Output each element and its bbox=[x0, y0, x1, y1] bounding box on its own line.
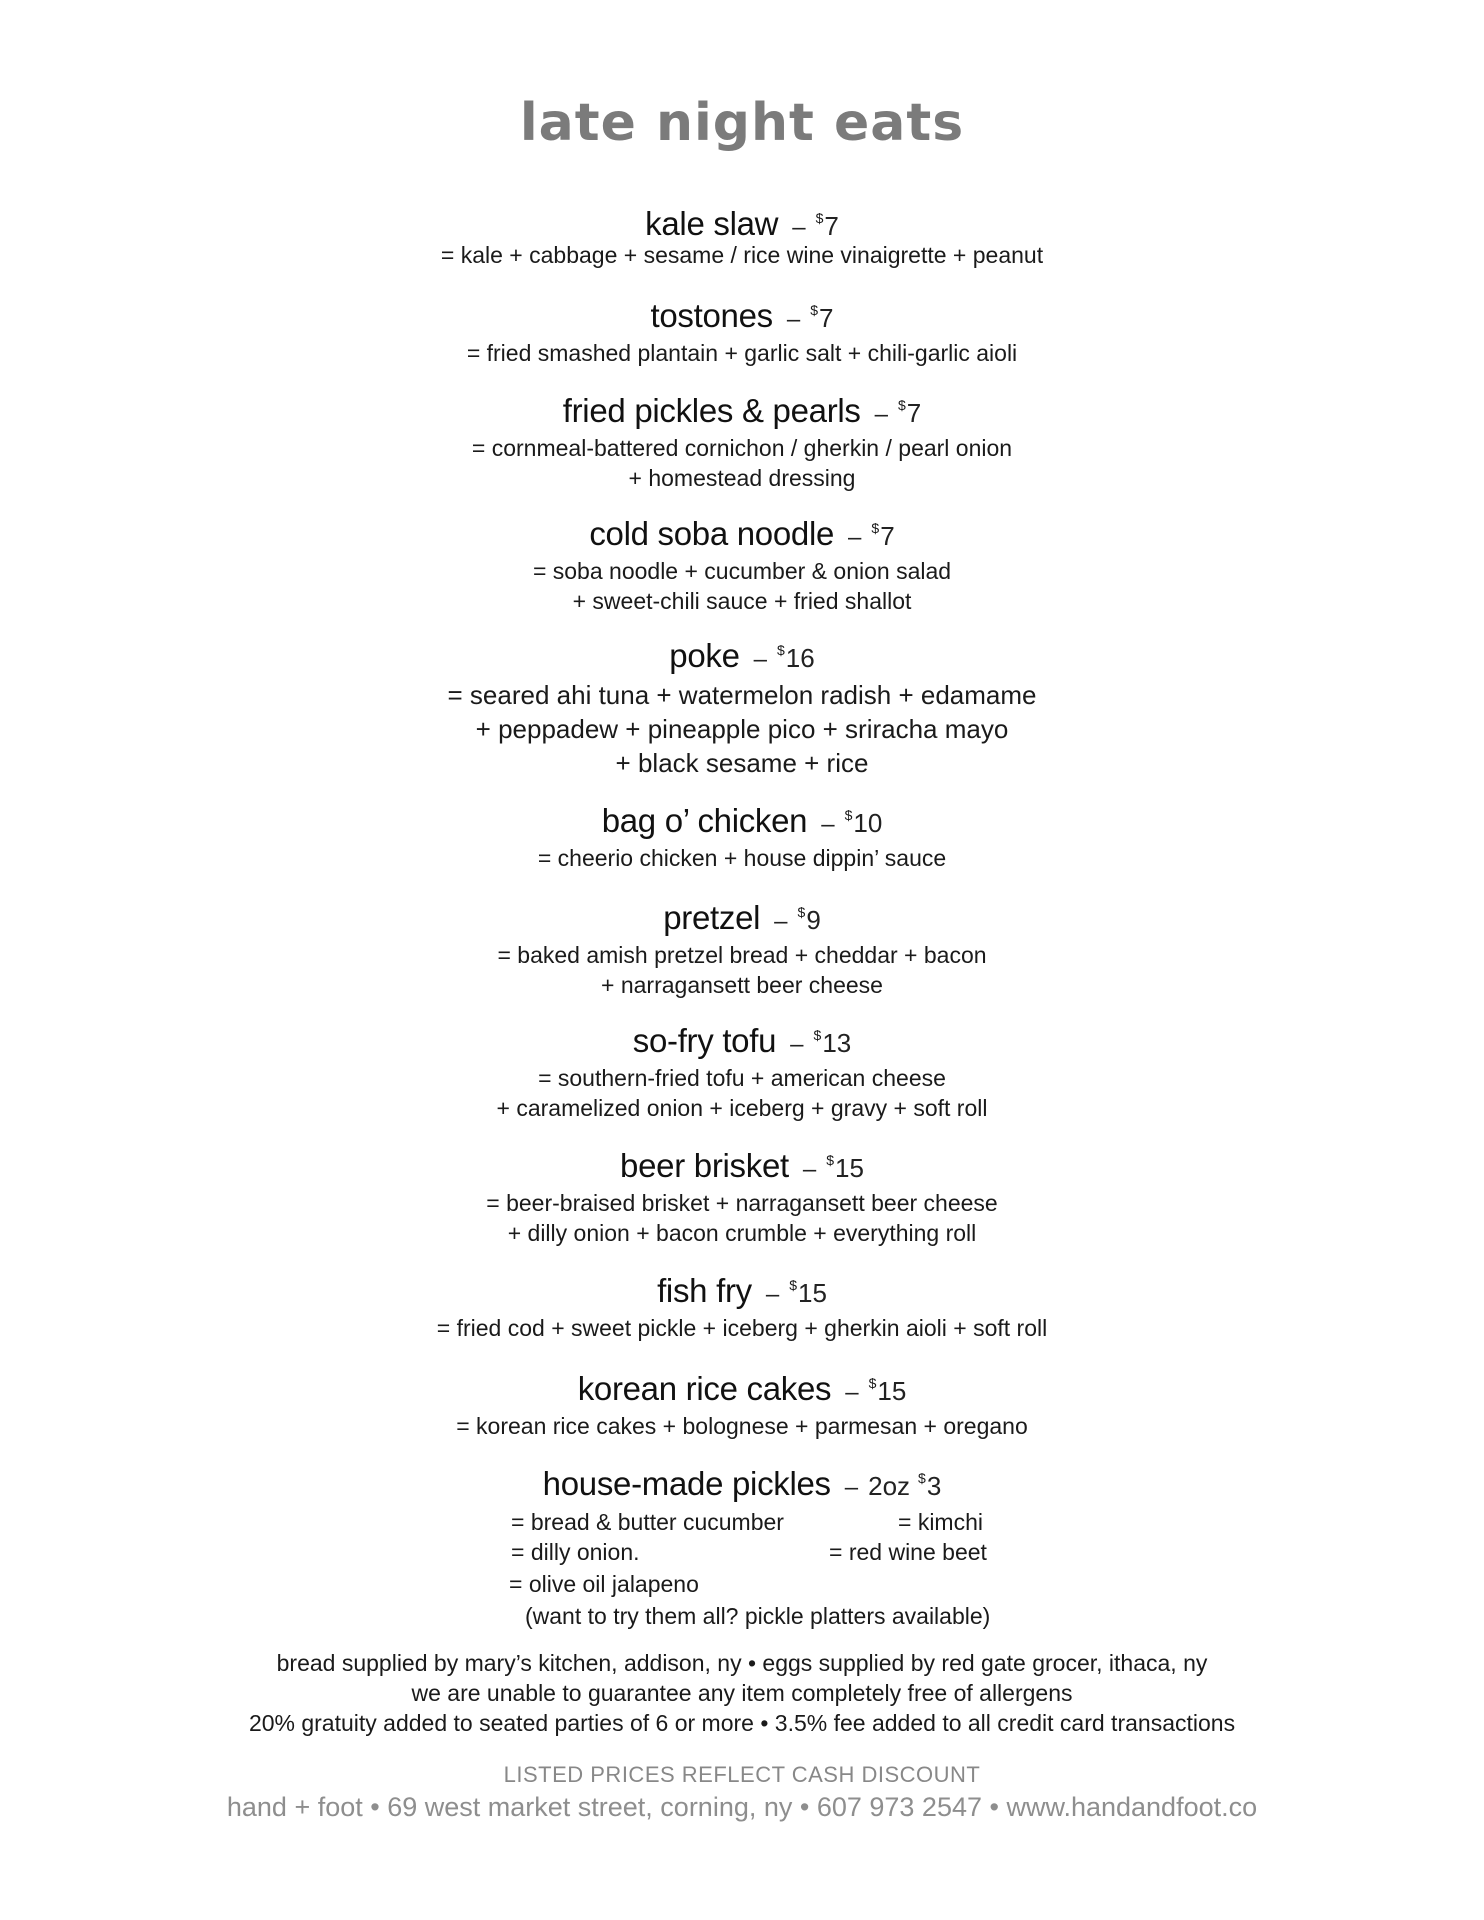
dash: – bbox=[844, 1474, 859, 1501]
supplier-note: bread supplied by mary’s kitchen, addison, ny • eggs supplied by red gate grocer, ithaca, ny bbox=[276, 1650, 1208, 1676]
pickle-variety: = bread & butter cucumber bbox=[511, 1509, 784, 1535]
dash: – bbox=[786, 306, 801, 333]
item-heading bbox=[0, 795, 1484, 839]
menu-item-poke bbox=[0, 630, 1484, 780]
dash: – bbox=[774, 908, 788, 935]
item-description: = seared ahi tuna + watermelon radish + edamame bbox=[447, 680, 1037, 710]
item-description: = fried smashed plantain + garlic salt + chili-garlic aioli bbox=[466, 340, 1018, 366]
item-heading bbox=[0, 630, 1484, 674]
currency-symbol: $ bbox=[844, 807, 853, 823]
item-portion: 2oz bbox=[868, 1471, 911, 1501]
item-price: 7 bbox=[880, 521, 895, 551]
item-name: so-fry tofu bbox=[632, 1022, 777, 1059]
dash: – bbox=[753, 646, 767, 673]
item-price: 13 bbox=[822, 1028, 852, 1058]
item-name: cold soba noodle bbox=[589, 515, 835, 552]
item-description: = korean rice cakes + bolognese + parmesan + oregano bbox=[456, 1413, 1028, 1439]
menu-item-cold-soba-noodle bbox=[0, 508, 1484, 616]
menu-item-kale-slaw bbox=[0, 198, 1484, 270]
gratuity-note: 20% gratuity added to seated parties of 6 or more • 3.5% fee added to all credit card transactions bbox=[248, 1710, 1236, 1736]
item-description: = cornmeal-battered cornichon / gherkin / pearl onion bbox=[471, 435, 1013, 461]
dash: – bbox=[848, 524, 862, 551]
item-name: house-made pickles bbox=[542, 1465, 831, 1502]
item-name: fish fry bbox=[657, 1272, 752, 1309]
dash: – bbox=[765, 1281, 780, 1308]
currency-symbol: $ bbox=[871, 520, 880, 536]
item-name: fried pickles & pearls bbox=[562, 392, 861, 429]
item-description: = baked amish pretzel bread + cheddar + bacon bbox=[497, 942, 987, 968]
dash: – bbox=[790, 1031, 804, 1058]
menu-item-fried-pickles-pearls bbox=[0, 385, 1484, 493]
item-description: = soba noodle + cucumber & onion salad bbox=[532, 558, 952, 584]
dash: – bbox=[802, 1156, 817, 1183]
currency-symbol: $ bbox=[918, 1470, 926, 1486]
menu-item-house-made-pickles bbox=[0, 1458, 1484, 1502]
item-description: + black sesame + rice bbox=[615, 748, 869, 778]
item-description: = southern-fried tofu + american cheese bbox=[538, 1065, 946, 1091]
item-price: 7 bbox=[819, 303, 834, 333]
item-heading bbox=[0, 1265, 1484, 1309]
menu-title: late night eats bbox=[519, 93, 965, 153]
item-price: 15 bbox=[798, 1278, 827, 1308]
currency-symbol: $ bbox=[797, 904, 806, 920]
item-description: + dilly onion + bacon crumble + everything roll bbox=[507, 1220, 977, 1246]
currency-symbol: $ bbox=[810, 302, 819, 318]
item-price: 9 bbox=[806, 905, 821, 935]
item-price: 7 bbox=[824, 211, 839, 241]
dash: – bbox=[821, 811, 835, 838]
currency-symbol: $ bbox=[826, 1152, 835, 1168]
item-description: + narragansett beer cheese bbox=[601, 972, 883, 998]
dash: – bbox=[845, 1379, 859, 1406]
item-description: + peppadew + pineapple pico + sriracha mayo bbox=[475, 714, 1009, 744]
item-price: 3 bbox=[926, 1471, 942, 1501]
item-name: korean rice cakes bbox=[577, 1370, 832, 1407]
item-name: kale slaw bbox=[645, 205, 779, 242]
cash-discount-notice: LISTED PRICES REFLECT CASH DISCOUNT bbox=[503, 1762, 981, 1787]
item-heading bbox=[0, 1140, 1484, 1184]
pickle-platter-note: (want to try them all? pickle platters available) bbox=[525, 1603, 991, 1629]
item-heading bbox=[0, 1458, 1484, 1502]
currency-symbol: $ bbox=[789, 1277, 797, 1293]
pickle-variety: = kimchi bbox=[898, 1509, 983, 1535]
menu-item-korean-rice-cakes bbox=[0, 1363, 1484, 1441]
item-name: pretzel bbox=[663, 899, 761, 936]
menu-item-beer-brisket bbox=[0, 1140, 1484, 1248]
item-price: 16 bbox=[785, 643, 815, 673]
item-name: bag o’ chicken bbox=[601, 802, 808, 839]
restaurant-address: hand + foot • 69 west market street, corning, ny • 607 973 2547 • www.handandfoot.co bbox=[226, 1792, 1258, 1822]
item-heading bbox=[0, 508, 1484, 552]
item-name: tostones bbox=[650, 297, 773, 334]
currency-symbol: $ bbox=[813, 1027, 822, 1043]
dash: – bbox=[874, 401, 888, 428]
menu-footer-notes bbox=[0, 1648, 1484, 1738]
menu-item-tostones bbox=[0, 290, 1484, 368]
item-description: = fried cod + sweet pickle + iceberg + gherkin aioli + soft roll bbox=[436, 1315, 1048, 1341]
item-heading bbox=[0, 385, 1484, 429]
pickle-variety: = dilly onion. bbox=[511, 1539, 640, 1565]
currency-symbol: $ bbox=[777, 642, 785, 658]
item-description: = beer-braised brisket + narragansett beer cheese bbox=[486, 1190, 998, 1216]
menu-item-bag-o-chicken bbox=[0, 795, 1484, 873]
item-heading bbox=[0, 1015, 1484, 1059]
item-price: 15 bbox=[877, 1376, 907, 1406]
menu-item-pretzel bbox=[0, 892, 1484, 1000]
pickle-variety: = olive oil jalapeno bbox=[509, 1571, 699, 1597]
item-description: + homestead dressing bbox=[628, 465, 856, 491]
item-name: poke bbox=[669, 637, 740, 674]
item-heading bbox=[0, 198, 1484, 242]
item-description: = cheerio chicken + house dippin’ sauce bbox=[537, 845, 947, 871]
item-heading bbox=[0, 892, 1484, 936]
item-name: beer brisket bbox=[620, 1147, 789, 1184]
currency-symbol: $ bbox=[868, 1375, 877, 1391]
item-heading bbox=[0, 290, 1484, 334]
currency-symbol: $ bbox=[815, 210, 824, 226]
item-description: + caramelized onion + iceberg + gravy + soft roll bbox=[496, 1095, 988, 1121]
item-heading bbox=[0, 1363, 1484, 1407]
dash: – bbox=[792, 214, 806, 241]
menu-item-so-fry-tofu bbox=[0, 1015, 1484, 1123]
pickle-variety: = red wine beet bbox=[829, 1539, 987, 1565]
item-price: 7 bbox=[906, 398, 922, 428]
item-description: = kale + cabbage + sesame / rice wine vinaigrette + peanut bbox=[440, 242, 1044, 268]
item-description: + sweet-chili sauce + fried shallot bbox=[572, 588, 912, 614]
item-price: 10 bbox=[853, 808, 883, 838]
item-price: 15 bbox=[835, 1153, 864, 1183]
menu-item-fish-fry bbox=[0, 1265, 1484, 1343]
allergen-note: we are unable to guarantee any item completely free of allergens bbox=[411, 1680, 1073, 1706]
currency-symbol: $ bbox=[897, 397, 906, 413]
